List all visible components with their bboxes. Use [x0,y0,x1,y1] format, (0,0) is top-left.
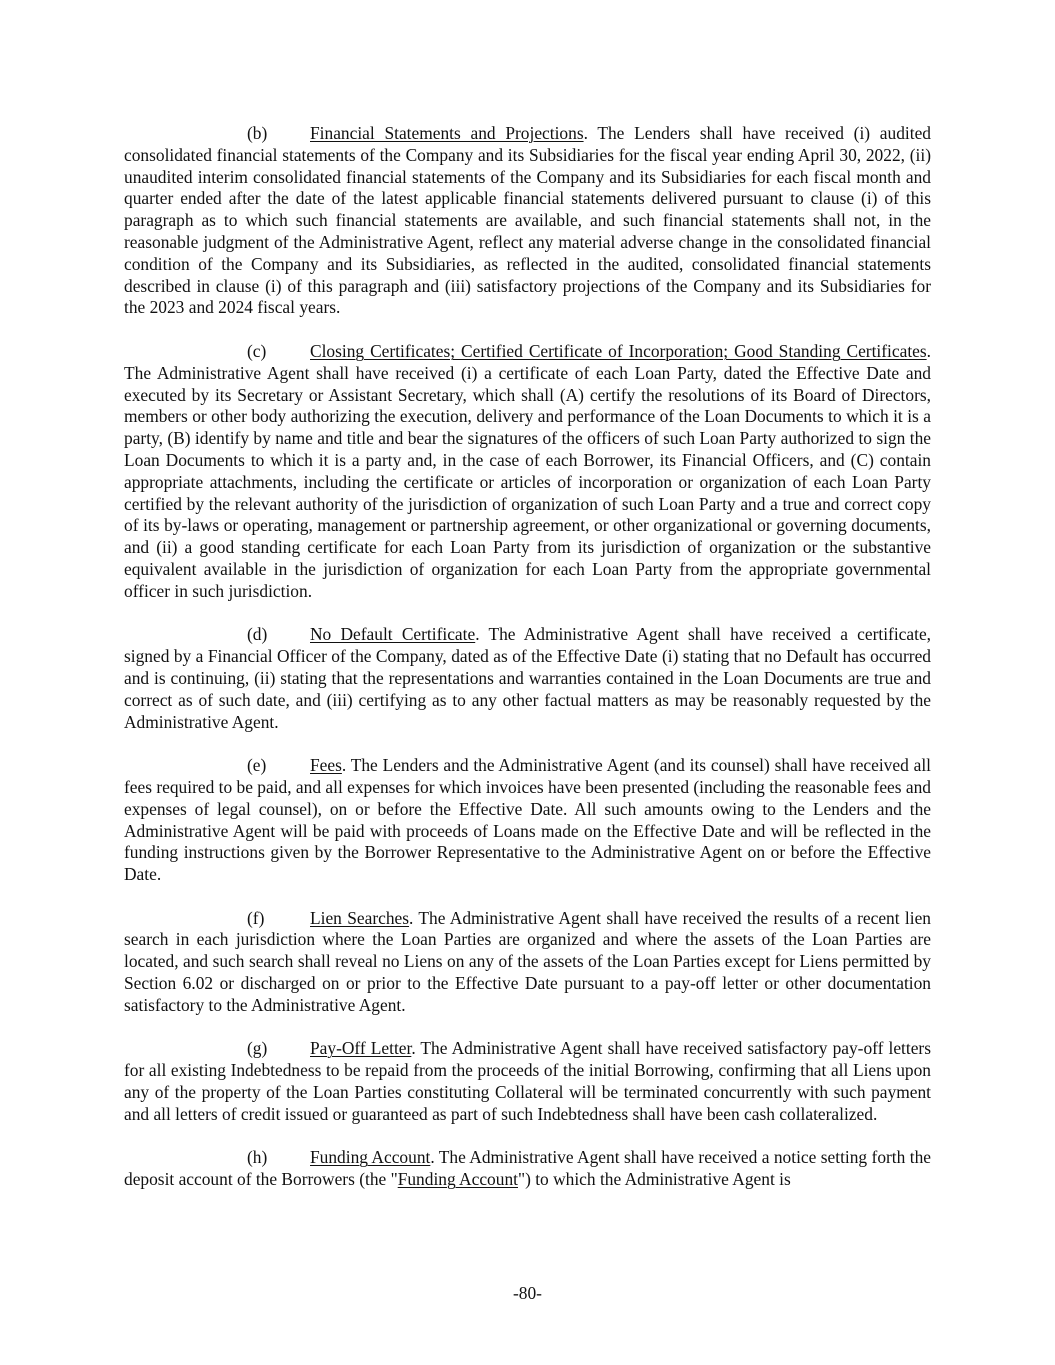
paragraph-text: . The Administrative Agent shall have received the results of a recent lien search in each jurisdiction where the Loan Parties are organized and where the assets of the Loan Parties are located, and such search shall reveal no Liens on any of the assets of the Loan Parties except for Liens permitted by Section 6.02 or discharged on or prior to the Effective Date pursuant to a pay-off letter or other documentation satisfactory to the Administrative Agent. [124,907,931,1015]
paragraph-text: . The Administrative Agent shall have received (i) a certificate of each Loan Party, dated the Effective Date and executed by its Secretary or Assistant Secretary, which shall (A) certify the resolutions of its Board of Directors, members or other body authorizing the execution, delivery and performance of the Loan Documents to which it is a party, (B) identify by name and title and bear the signatures of the officers of such Loan Party authorized to sign the Loan Documents to which it is a party and, in the case of each Borrower, its Financial Officers, and (C) contain appropriate attachments, including the certificate or articles of incorporation or organization of each Loan Party certified by the relevant authority of the jurisdiction of organization of such Loan Party and a true and correct copy of its by-laws or operating, management or partnership agreement, or other organizational or governing documents, and (ii) a good standing certificate for each Loan Party from its jurisdiction of organization or the substantive equivalent available in the jurisdiction of organization for each Loan Party from the appropriate governmental officer in such jurisdiction. [124,340,931,601]
paragraph-text: . The Administrative Agent shall have received satisfactory pay-off letters for all existing Indebtedness to be repaid from the proceeds of the initial Borrowing, confirming that all Liens upon any of the property of the Loan Parties constituting Collateral will be terminated concurrently with such payment and all letters of credit issued or guaranteed as part of such Indebtedness shall have been cash collateralized. [124,1038,931,1124]
paragraph-text: ") to which the Administrative Agent is [517,1169,791,1190]
document-body [124,123,931,1213]
paragraph-e [124,755,931,886]
paragraph-marker: (e) [247,755,267,776]
paragraph-heading: Closing Certificates; Certified Certificate of Incorporation; Good Standing Certificates [310,340,927,361]
paragraph-d [124,624,931,733]
paragraph-marker: (g) [247,1038,268,1059]
paragraph-text: . The Lenders and the Administrative Agent (and its counsel) shall have received all fees required to be paid, and all expenses for which invoices have been presented (including the reasonable fees and expenses of legal counsel), on or before the Effective Date. All such amounts owing to the Lenders and the Administrative Agent will be paid with proceeds of Loans made on the Effective Date and will be reflected in the funding instructions given by the Borrower Representative to the Administrative Agent on or before the Effective Date. [124,755,931,885]
paragraph-marker: (h) [247,1147,268,1168]
paragraph-text: . The Lenders shall have received (i) audited consolidated financial statements of the Company and its Subsidiaries for the fiscal year ending April 30, 2022, (ii) unaudited interim consolidated financial statements of the Company and its Subsidiaries for each fiscal month and quarter ended after the date of the latest applicable financial statements delivered pursuant to clause (i) of this paragraph as to which such financial statements are available, and such financial statements shall not, in the reasonable judgment of the Administrative Agent, reflect any material adverse change in the consolidated financial condition of the Company and its Subsidiaries, as reflected in the audited, consolidated financial statements described in clause (i) of this paragraph and (iii) satisfactory projections of the Company and its Subsidiaries for the 2023 and 2024 fiscal years. [124,123,931,318]
paragraph-marker: (d) [247,624,268,645]
paragraph-heading: Lien Searches [310,907,410,928]
paragraph-heading: Fees [310,755,342,776]
paragraph-heading: No Default Certificate [310,624,476,645]
defined-term: Funding Account [397,1169,518,1190]
paragraph-text: . The Administrative Agent shall have received a notice setting forth the deposit account of the Borrowers (the " [124,1147,931,1190]
paragraph-c [124,341,931,603]
paragraph-marker: (b) [247,123,268,143]
paragraph-heading: Pay-Off Letter [310,1038,412,1059]
paragraph-g [124,1038,931,1125]
paragraph-heading: Funding Account [310,1147,431,1168]
page-number: -80- [513,1283,542,1303]
paragraph-h [124,1147,931,1191]
paragraph-f [124,908,931,1017]
paragraph-text: . The Administrative Agent shall have received a certificate, signed by a Financial Officer of the Company, dated as of the Effective Date (i) stating that no Default has occurred and is continuing, (ii) stating that the representations and warranties contained in the Loan Documents are true and correct as of such date, and (iii) certifying as to any other factual matters as may be reasonably requested by the Administrative Agent. [124,624,932,732]
paragraph-marker: (c) [247,340,267,361]
paragraph-marker: (f) [247,907,265,928]
paragraph-b [124,123,931,319]
paragraph-heading: Financial Statements and Projections [310,123,584,143]
